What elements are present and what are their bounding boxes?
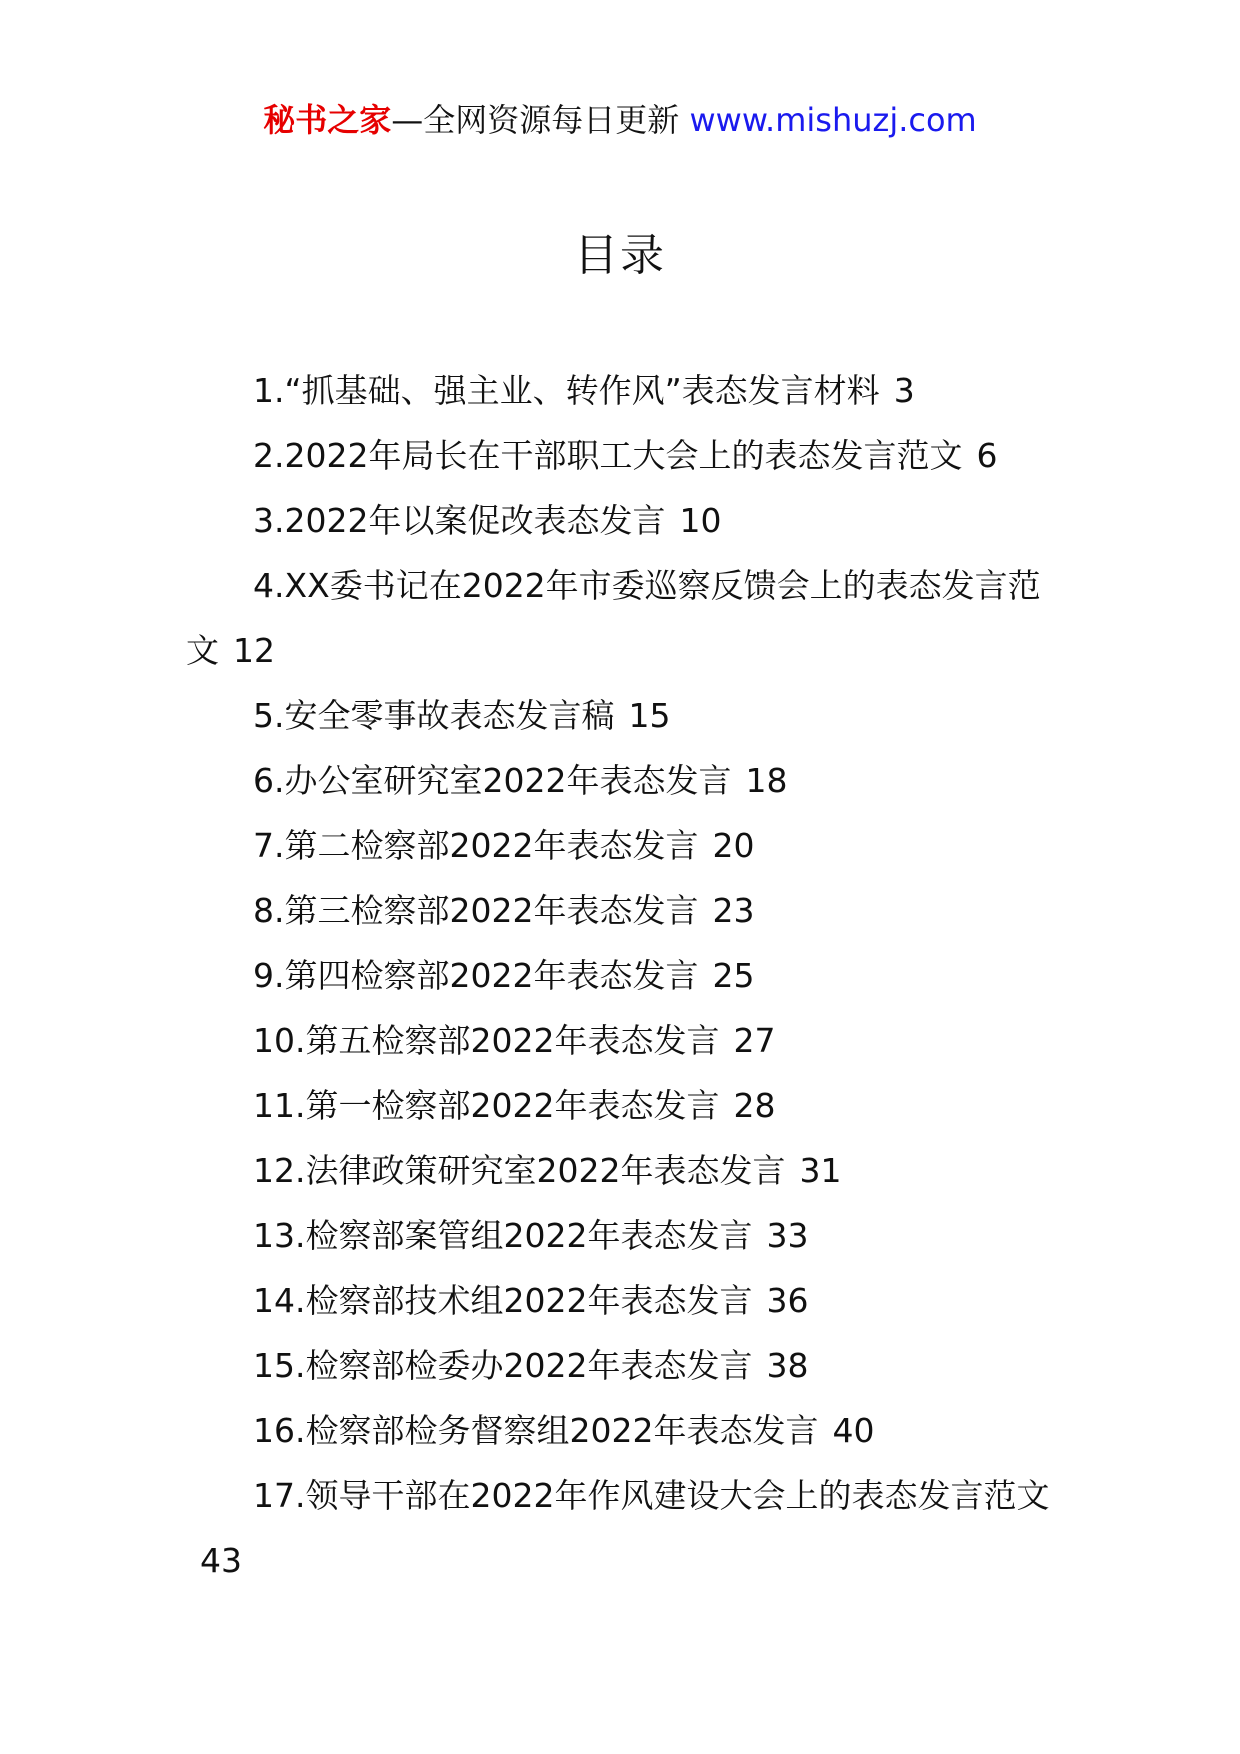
toc-entry-title: 14.检察部技术组2022年表态发言 <box>253 1281 753 1320</box>
toc-entry[interactable] <box>186 1138 1056 1203</box>
toc-entry[interactable] <box>186 488 1056 553</box>
toc-entry-title: 8.第三检察部2022年表态发言 <box>253 891 699 930</box>
toc-entry[interactable] <box>186 943 1056 1008</box>
toc-entry-page: 27 <box>733 1021 776 1060</box>
toc-entry[interactable] <box>186 813 1056 878</box>
brand-name: 秘书之家 <box>263 101 392 139</box>
toc-entry-title: 12.法律政策研究室2022年表态发言 <box>253 1151 786 1190</box>
site-url-link[interactable]: www.mishuzj.com <box>689 101 977 139</box>
page-header <box>0 100 1240 140</box>
toc-entry-title: 5.安全零事故表态发言稿 <box>253 696 615 735</box>
toc-entry-page: 15 <box>628 696 671 735</box>
toc-entry-title: 17.领导干部在2022年作风建设大会上的表态发言范文 <box>253 1476 1050 1515</box>
toc-entry-page: 25 <box>712 956 755 995</box>
toc-entry-title: 2.2022年局长在干部职工大会上的表态发言范文 <box>253 436 963 475</box>
toc-entry-page: 33 <box>766 1216 809 1255</box>
toc-entry[interactable] <box>186 358 1056 423</box>
header-slogan: —全网资源每日更新 <box>391 101 680 139</box>
toc-entry-page: 23 <box>712 891 755 930</box>
toc-entry[interactable] <box>186 683 1056 748</box>
toc-entry-page: 43 <box>200 1541 242 1580</box>
toc-entry-title: 9.第四检察部2022年表态发言 <box>253 956 699 995</box>
toc-entry-page: 36 <box>766 1281 809 1320</box>
toc-entry-page: 12 <box>233 631 275 670</box>
toc-entry[interactable] <box>186 1008 1056 1073</box>
toc-title: 目录 <box>574 230 666 281</box>
toc-entry-title: 6.办公室研究室2022年表态发言 <box>253 761 732 800</box>
toc-entry-page: 28 <box>733 1086 776 1125</box>
toc-entry-title: 16.检察部检务督察组2022年表态发言 <box>253 1411 819 1450</box>
toc-entry[interactable] <box>186 1398 1056 1463</box>
toc-entry-page: 40 <box>832 1411 875 1450</box>
toc-entry[interactable] <box>186 553 1056 683</box>
toc-entry-page: 10 <box>679 501 722 540</box>
toc-entry[interactable] <box>186 1333 1056 1398</box>
toc-entry-title: 7.第二检察部2022年表态发言 <box>253 826 699 865</box>
toc-entry-page: 18 <box>745 761 788 800</box>
toc-entry-page: 20 <box>712 826 755 865</box>
toc-entry-title: 11.第一检察部2022年表态发言 <box>253 1086 720 1125</box>
toc-entry[interactable] <box>186 1268 1056 1333</box>
toc-entry-title: 15.检察部检委办2022年表态发言 <box>253 1346 753 1385</box>
toc-entry-title: 3.2022年以案促改表态发言 <box>253 501 666 540</box>
toc-entry-page: 6 <box>976 436 998 475</box>
toc-entry[interactable] <box>186 1073 1056 1138</box>
table-of-contents <box>186 358 1056 1593</box>
toc-entry-title: 13.检察部案管组2022年表态发言 <box>253 1216 753 1255</box>
toc-entry[interactable] <box>186 1203 1056 1268</box>
toc-entry-title: 1.“抓基础、强主业、转作风”表态发言材料 <box>253 371 880 410</box>
toc-entry-page: 38 <box>766 1346 809 1385</box>
toc-entry[interactable] <box>186 423 1056 488</box>
toc-entry[interactable] <box>186 1463 1056 1593</box>
toc-entry-title: 4.XX委书记在2022年市委巡察反馈会上的表态发言范文 <box>186 566 1041 670</box>
toc-entry[interactable] <box>186 748 1056 813</box>
toc-entry-page: 31 <box>799 1151 842 1190</box>
toc-entry[interactable] <box>186 878 1056 943</box>
toc-entry-title: 10.第五检察部2022年表态发言 <box>253 1021 720 1060</box>
toc-entry-page: 3 <box>893 371 915 410</box>
